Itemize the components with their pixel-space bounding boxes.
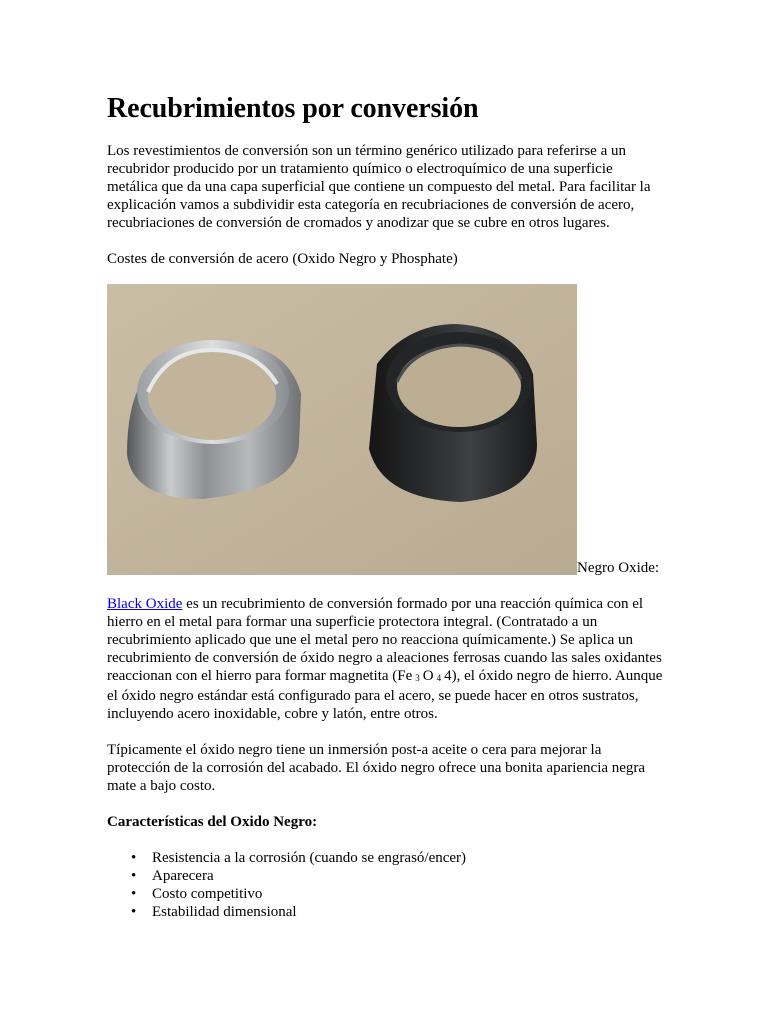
intro-paragraph: Los revestimientos de conversión son un término genérico utilizado para referirse a un recubridor producido por un tratamiento químico o electroquímico de una superficie metálica que da una capa superficial que contiene un compuesto del metal. Para facilitar la explicación vamos a subdividir esta categoría en recubriaciones de conversión de acero, recubriaciones de conversión de cromados y anodizar que se cubre en otros lugares.: [107, 143, 651, 231]
black-oxide-link[interactable]: Black Oxide: [107, 596, 183, 612]
bullet-icon: •: [131, 904, 137, 920]
list-item: [131, 903, 667, 921]
formula-o: O: [422, 668, 434, 684]
list-item: [131, 867, 667, 885]
list-item-text: Estabilidad dimensional: [152, 904, 297, 920]
black-oxide-paragraph: [107, 595, 667, 723]
characteristics-list: [107, 849, 667, 921]
costs-heading: Costes de conversión de acero (Oxido Negro y Phosphate): [107, 251, 458, 267]
black-oxide-text-end: 4), el óxido negro de hierro. Aunque el óxido negro estándar está configurado para el acero, se puede hacer en otros sustratos, incluyendo acero inoxidable, cobre y latón, entre otros.: [107, 668, 663, 722]
bullet-icon: •: [131, 850, 137, 866]
list-item-text: Resistencia a la corrosión (cuando se engrasó/encer): [152, 850, 467, 866]
formula-sub-4: 4: [436, 673, 442, 683]
bullet-icon: •: [131, 886, 137, 902]
document-body: [107, 92, 667, 921]
rings-photo: [107, 284, 577, 575]
characteristics-title: Características del Oxido Negro:: [107, 814, 318, 830]
list-item: [131, 849, 667, 867]
post-treatment-paragraph: Típicamente el óxido negro tiene un inmersión post-a aceite o cera para mejorar la protección de la corrosión del acabado. El óxido negro ofrece una bonita apariencia negra mate a bajo costo.: [107, 742, 646, 794]
list-item-text: Costo competitivo: [152, 886, 263, 902]
list-item: [131, 885, 667, 903]
list-item-text: Aparecera: [152, 868, 214, 884]
page-title: Recubrimientos por conversión: [107, 93, 479, 124]
formula-sub-3: 3: [415, 673, 420, 683]
black-oxide-text: es un recubrimiento de conversión formado por una reacción química con el hierro en el metal para formar una superficie protectora integral. (Contratado a un recubrimiento aplicado que une el metal pero no reacciona químicamente.) Se aplica un recubrimiento de conversión de óxido negro a aleaciones ferrosas cuando las sales oxidantes reaccionan con el hierro para formar magnetita (Fe: [107, 596, 662, 684]
image-caption: Negro Oxide:: [577, 560, 660, 576]
bullet-icon: •: [131, 868, 137, 884]
photo-row: [107, 284, 667, 575]
